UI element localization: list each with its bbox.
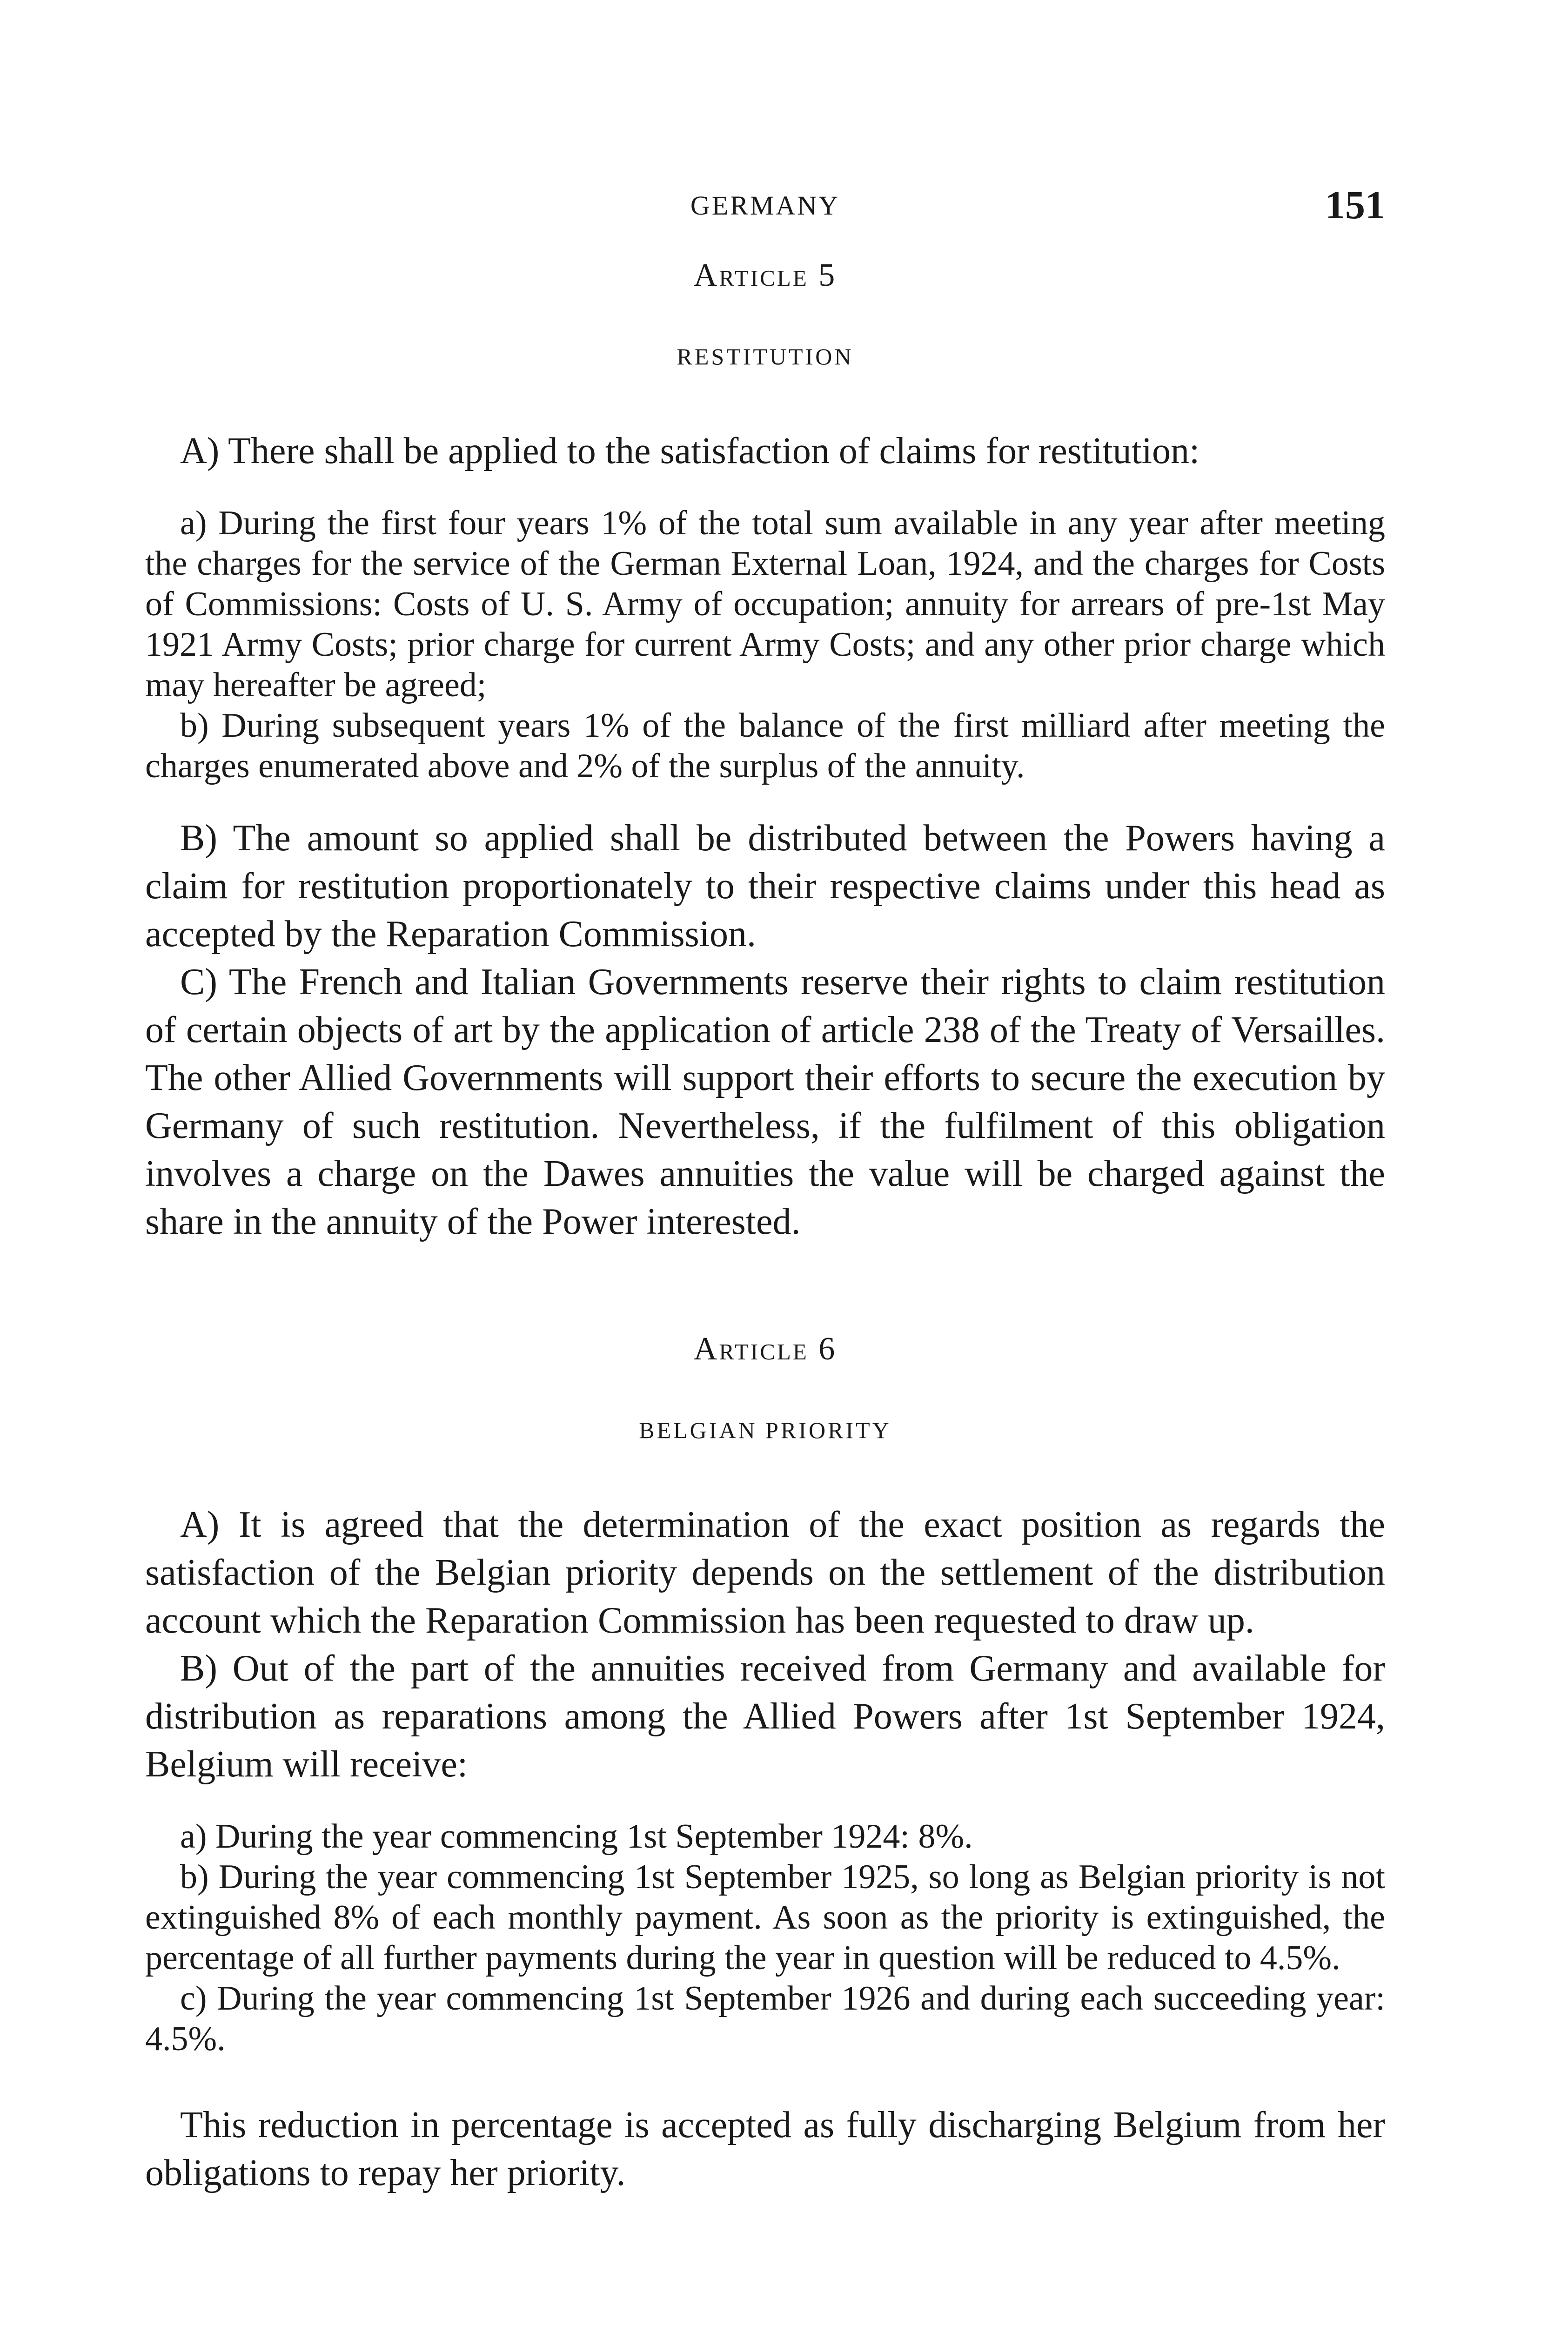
article-5-item-b: b) During subsequent years 1% of the balance of the first milliard after meeting the charges enumerated above and 2% of the surplus of the annuity. [145,706,1385,785]
page-number: 151 [1325,182,1385,227]
article-5-subheading: RESTITUTION [677,343,854,370]
article-6-subheading: BELGIAN PRIORITY [639,1417,891,1443]
article-6-heading: Article 6 [693,1331,837,1367]
article-6-paragraph-a: A) It is agreed that the determination of the exact position as regards the satisfaction of the Belgian priority depends on the settlement of the distribution account which the Reparation Commission has been requested to draw up. [145,1504,1385,1641]
article-6-item-c: c) During the year commencing 1st September 1926 and during each succeeding year: 4.5%. [145,1979,1385,2058]
article-5-paragraph-b: B) The amount so applied shall be distributed between the Powers having a claim for restitution proportionately to their respective claims under this head as accepted by the Reparation Commission. [145,818,1385,955]
article-5-paragraph-a: A) There shall be applied to the satisfaction of claims for restitution: [180,430,1200,471]
article-5-item-a: a) During the first four years 1% of the total sum available in any year after meeting the charges for the service of the German External Loan, 1924, and the charges for Costs of Commissions: Costs of U. S. Army of occupation; annuity for arrears of pre-1st May 1921 Army Costs; prior charge for current Army Costs; and any other prior charge which may hereafter be agreed; [145,504,1385,704]
article-5-paragraph-c: C) The French and Italian Governments reserve their rights to claim restitution of certain objects of art by the application of article 238 of the Treaty of Versailles. The other Allied Governments will support their efforts to secure the execution by Germany of such restitution. Nevertheless, if the fulfilment of this obligation involves a charge on the Dawes annuities the value will be charged against the share in the annuity of the Power interested. [145,962,1385,1242]
article-6-closing-paragraph: This reduction in percentage is accepted as fully discharging Belgium from her obligations to repay her priority. [145,2105,1385,2193]
running-header [145,182,1385,233]
body-text [145,251,1385,2197]
running-title: GERMANY [690,190,840,221]
article-6-item-b: b) During the year commencing 1st September 1925, so long as Belgian priority is not extinguished 8% of each monthly payment. As soon as the priority is extinguished, the percentage of all further payments during the year in question will be reduced to 4.5%. [145,1858,1385,1977]
article-6-item-a: a) During the year commencing 1st September 1924: 8%. [180,1817,973,1856]
article-6-paragraph-b: B) Out of the part of the annuities received from Germany and available for distribution as reparations among the Allied Powers after 1st September 1924, Belgium will receive: [145,1648,1385,1785]
article-5-heading: Article 5 [693,257,837,293]
